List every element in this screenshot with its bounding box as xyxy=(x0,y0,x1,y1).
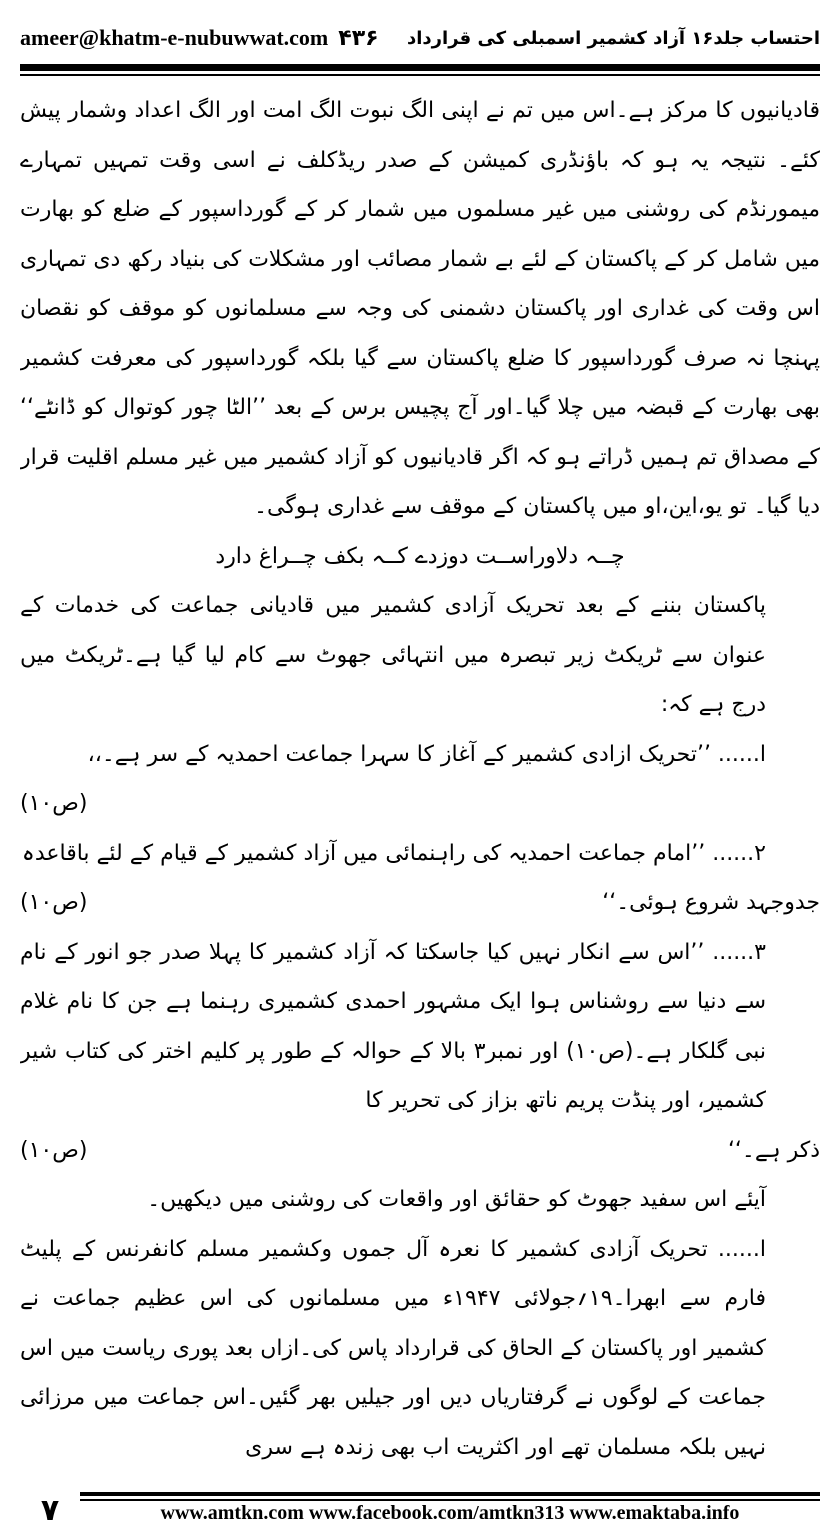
quote-3: ۳...... ’’اس سے انکار نہیں کیا جاسکتا کہ آزاد کشمیر کا پہلا صدر جو انور کے نام سے دنیا سے روشناس ہوا ایک مشہور احمدی کشمیری رہنما ہے جن کا نام غلام نبی گلکار ہے۔(ص۱۰) اور نمبر۳ بالا کے حوالہ کے طور پر کلیم اختر کی کتاب شیر کشمیر، اور پنڈت پریم ناتھ بزاز کی تحریر کا xyxy=(20,939,766,1113)
quote-1: ا...... ’’تحریک ازادی کشمیر کے آغاز کا سہرا جماعت احمدیہ کے سر ہے۔،، xyxy=(87,741,766,767)
footer-number: ۷ xyxy=(40,1493,60,1528)
paragraph-3: آیئے اس سفید جھوٹ کو حقائق اور واقعات کی روشنی میں دیکھیں۔ xyxy=(147,1187,766,1212)
page-footer xyxy=(20,1492,820,1530)
footer-rule-thin xyxy=(80,1499,820,1501)
page-body xyxy=(20,86,820,1476)
header-rule-thin xyxy=(20,74,820,76)
footer-rule-thick xyxy=(80,1492,820,1496)
paragraph-1: قادیانیوں کا مرکز ہے۔اس میں تم نے اپنی الگ نبوت الگ امت اور الگ اعداد وشمار پیش کئے۔ نتیجہ یہ ہو کہ باؤنڈری کمیشن کے صدر ریڈکلف نے اسی وقت تمہیں تمہارے میمورنڈم کی روشنی میں غیر مسلموں میں شمار کر کے گورداسپور کے ضلع کو بھارت میں شامل کر کے پاکستان کے لئے بے شمار مصائب اور مشکلات کی بنیاد رکھ دی تمہاری اس وقت کی غداری اور پاکستان دشمنی کی وجہ سے مسلمانوں کو موقف کو نقصان پہنچا نہ صرف گورداسپور کا ضلع پاکستان سے گیا بلکہ گورداسپور کی معرفت کشمیر بھی بھارت کے قبضہ میں چلا گیا۔اور آج پچیس برس کے بعد ’’الٹا چور کوتوال کو ڈانٹے‘‘ کے مصداق تم ہمیں ڈراتے ہو کہ اگر قادیانیوں کو آزاد کشمیر میں غیر مسلم اقلیت قرار دیا گیا۔ تو یو،این،او میں پاکستان کے موقف سے غداری ہوگی۔ xyxy=(20,98,820,519)
quote-3-end: ذکر ہے۔‘‘ xyxy=(727,1137,820,1163)
running-title: احتساب جلد۱۶ آزاد کشمیر اسمبلی کی قرارداد xyxy=(407,27,820,49)
header-rule-thick xyxy=(20,64,820,71)
quote-1-reference: (ص۱۰) xyxy=(20,791,88,816)
quote-3-reference: (ص۱۰) xyxy=(20,1137,88,1163)
quote-2-reference: (ص۱۰) xyxy=(20,890,88,915)
quote-2-end: جدوجہد شروع ہوئی۔‘‘ xyxy=(602,890,820,915)
quote-2-end-line xyxy=(20,878,820,928)
persian-verse: چــہ دلاوراســت دوزدے کــہ بکف چــراغ دارد xyxy=(215,543,625,569)
page-number: ۴۳۶ xyxy=(338,25,379,51)
quote-3-end-line xyxy=(20,1126,820,1176)
paragraph-2: پاکستان بننے کے بعد تحریک آزادی کشمیر میں قادیانی جماعت کی خدمات کے عنوان سے ٹریکٹ زیر تبصرہ میں انتہائی جھوٹ سے کام لیا گیا ہے۔ٹریکٹ میں درج ہے کہ: xyxy=(20,593,766,717)
page-header xyxy=(20,16,820,60)
header-left xyxy=(20,25,379,51)
footer-links-area xyxy=(80,1492,820,1530)
header-email[interactable]: ameer@khatm-e-nubuwwat.com xyxy=(20,25,329,50)
quote-2: ۲...... ’’امام جماعت احمدیہ کی راہنمائی میں آزاد کشمیر کے قیام کے لئے باقاعدہ xyxy=(21,840,766,866)
paragraph-4: ا...... تحریک آزادی کشمیر کا نعرہ آل جموں وکشمیر مسلم کانفرنس کے پلیٹ فارم سے ابھرا۔۱۹؍جولائی ۱۹۴۷ء میں مسلمانوں کی اس عظیم جماعت نے کشمیر اور پاکستان کے الحاق کی قرارداد پاس کی۔ازاں بعد پوری ریاست میں اس جماعت کے لوگوں نے گرفتاریاں دیں اور جیلیں بھر گئیں۔اس جماعت میں مرزائی نہیں بلکہ مسلمان تھے اور اکثریت اب بھی زندہ ہے سری xyxy=(20,1236,766,1460)
footer-links[interactable]: www.amtkn.com www.facebook.com/amtkn313 www.emaktaba.info xyxy=(160,1502,740,1524)
